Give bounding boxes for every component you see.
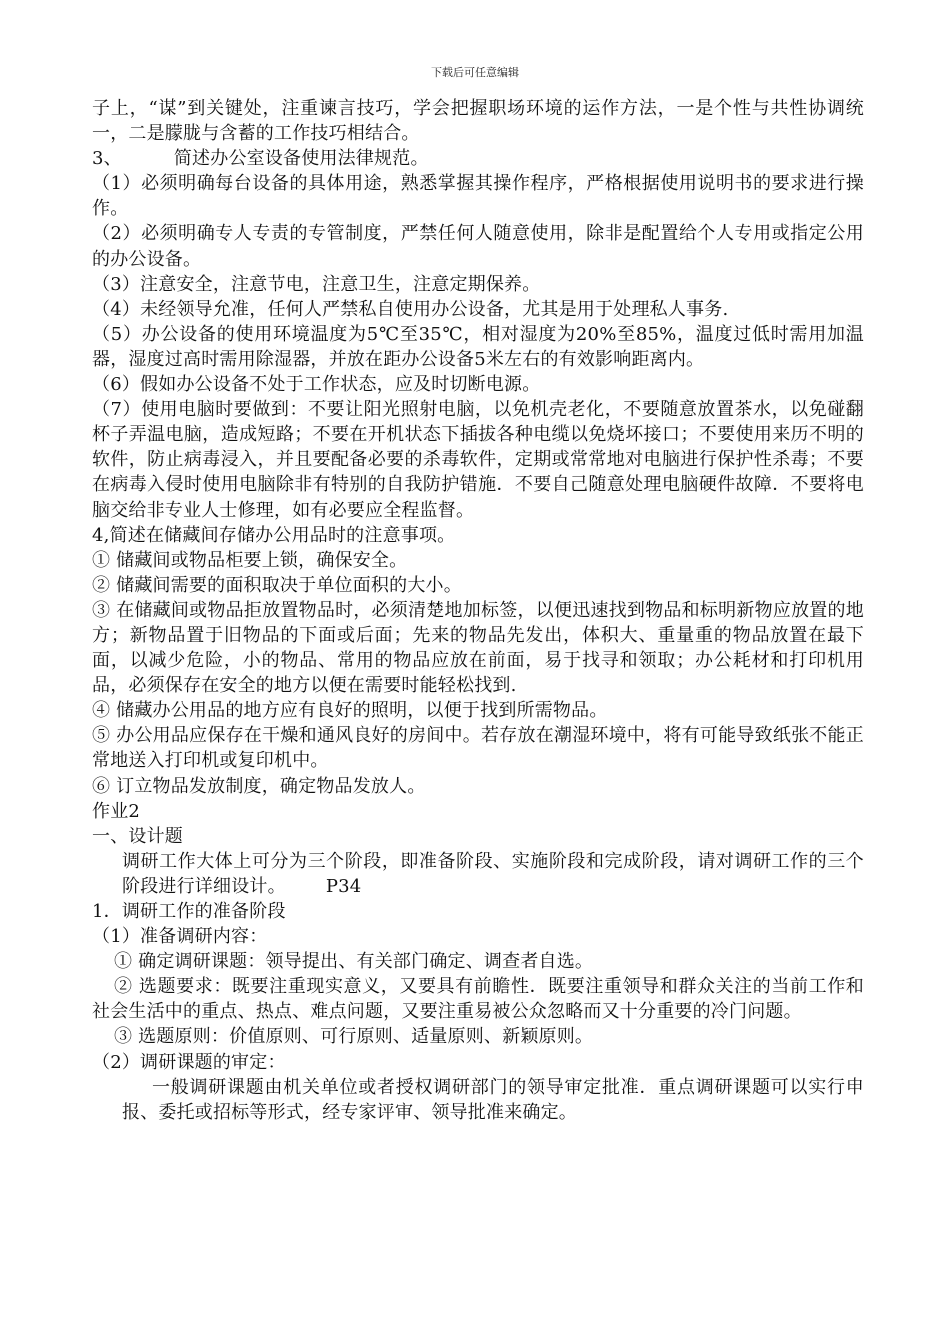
- list-item: （1）准备调研内容：: [92, 926, 268, 948]
- paragraph-text: 一般调研课题由机关单位或者授权调研部门的领导审定批准．重点调研课题可以实行申报、委托或招标等形式，经专家评审、领导批准来确定。: [122, 1076, 864, 1123]
- section-heading: [92, 146, 864, 171]
- question-body: 调研工作大体上可分为三个阶段，即准备阶段、实施阶段和完成阶段，请对调研工作的三个阶段进行详细设计。: [122, 850, 864, 897]
- list-item: （2）调研课题的审定：: [92, 1051, 286, 1073]
- list-item: ① 储藏间或物品柜要上锁，确保安全。: [92, 549, 408, 571]
- section-heading: 4,简述在储藏间存储办公用品时的注意事项。: [92, 524, 456, 546]
- question-text: [92, 849, 864, 899]
- list-item: （3）注意安全，注意节电，注意卫生，注意定期保养。: [92, 273, 541, 295]
- list-item: ⑤ 办公用品应保存在干燥和通风良好的房间中。若存放在潮湿环境中，将有可能导致纸张不能正常地送入打印机或复印机中。: [92, 725, 864, 772]
- section-heading: 一、设计题: [92, 825, 183, 847]
- list-item: （7）使用电脑时要做到：不要让阳光照射电脑，以免机壳老化，不要随意放置茶水，以免碰翻杯子弄温电脑，造成短路；不要在开机状态下插拔各种电缆以免烧坏接口；不要使用来历不明的软件，防止病毒浸入，并且要配备必要的杀毒软件，定期或常常地对电脑进行保护性杀毒；不要在病毒入侵时使用电脑除非有特别的自我防护错施．不要自己随意处理电脑硬件故障．不要将电脑交给非专业人士修理，如有必要应全程监督。: [92, 399, 864, 521]
- list-item: ④ 储藏办公用品的地方应有良好的照明，以便于找到所需物品。: [92, 700, 608, 722]
- list-item: ② 储藏间需要的面积取决于单位面积的大小。: [92, 574, 462, 596]
- page-reference: P34: [325, 875, 362, 897]
- list-item: [92, 974, 864, 1024]
- list-item-text: ② 选题要求：既要注重现实意义，又要具有前瞻性．既要注重领导和群众关注的当前工作和社会生活中的重点、热点、难点问题，又要注重易被公众忽略而又十分重要的冷门问题。: [92, 976, 864, 1023]
- document-body: [92, 96, 864, 1125]
- list-item: ③ 选题原则：价值原则、可行原则、适量原则、新颖原则。: [114, 1026, 594, 1048]
- page-header: 下载后可任意编辑: [431, 66, 519, 79]
- subsection-heading: 1．调研工作的准备阶段: [92, 901, 286, 922]
- list-item: （2）必须明确专人专责的专管制度，严禁任何人随意使用，除非是配置给个人专用或指定公用的办公设备。: [92, 223, 864, 270]
- list-item: （5）办公设备的使用环境温度为5℃至35℃，相对湿度为20%至85%，温度过低时需用加温器，湿度过高时需用除湿器，并放在距办公设备5米左右的有效影响距离内。: [92, 323, 864, 370]
- list-item: （6）假如办公设备不处于工作状态，应及时切断电源。: [92, 374, 541, 396]
- item-number: 3、: [92, 148, 122, 170]
- list-item: ③ 在储藏间或物品拒放置物品时，必须清楚地加标签，以便迅速找到物品和标明新物应放置的地方；新物品置于旧物品的下面或后面；先来的物品先发出，体积大、重量重的物品放置在最下面，以减少危险，小的物品、常用的物品应放在前面，易于找寻和领取；办公耗材和打印机用品，必须保存在安全的地方以便在需要时能轻松找到.: [92, 599, 864, 697]
- list-item: ⑥ 订立物品发放制度，确定物品发放人。: [92, 775, 426, 797]
- assignment-title: 作业2: [92, 800, 141, 822]
- list-item: ① 确定调研课题：领导提出、有关部门确定、调查者自选。: [114, 951, 594, 973]
- paragraph: [92, 1075, 864, 1125]
- heading-text: 简述办公室设备使用法律规范。: [173, 148, 429, 170]
- list-item: （1）必须明确每台设备的具体用途，熟悉掌握其操作程序，严格根据使用说明书的要求进行操作。: [92, 173, 864, 220]
- paragraph: 子上，“谋”到关键处，注重谏言技巧，学会把握职场环境的运作方法，一是个性与共性协调统一，二是朦胧与含蓄的工作技巧相结合。: [92, 98, 864, 145]
- list-item: （4）未经领导允准，任何人严禁私自使用办公设备，尤其是用于处理私人事务.: [92, 298, 729, 320]
